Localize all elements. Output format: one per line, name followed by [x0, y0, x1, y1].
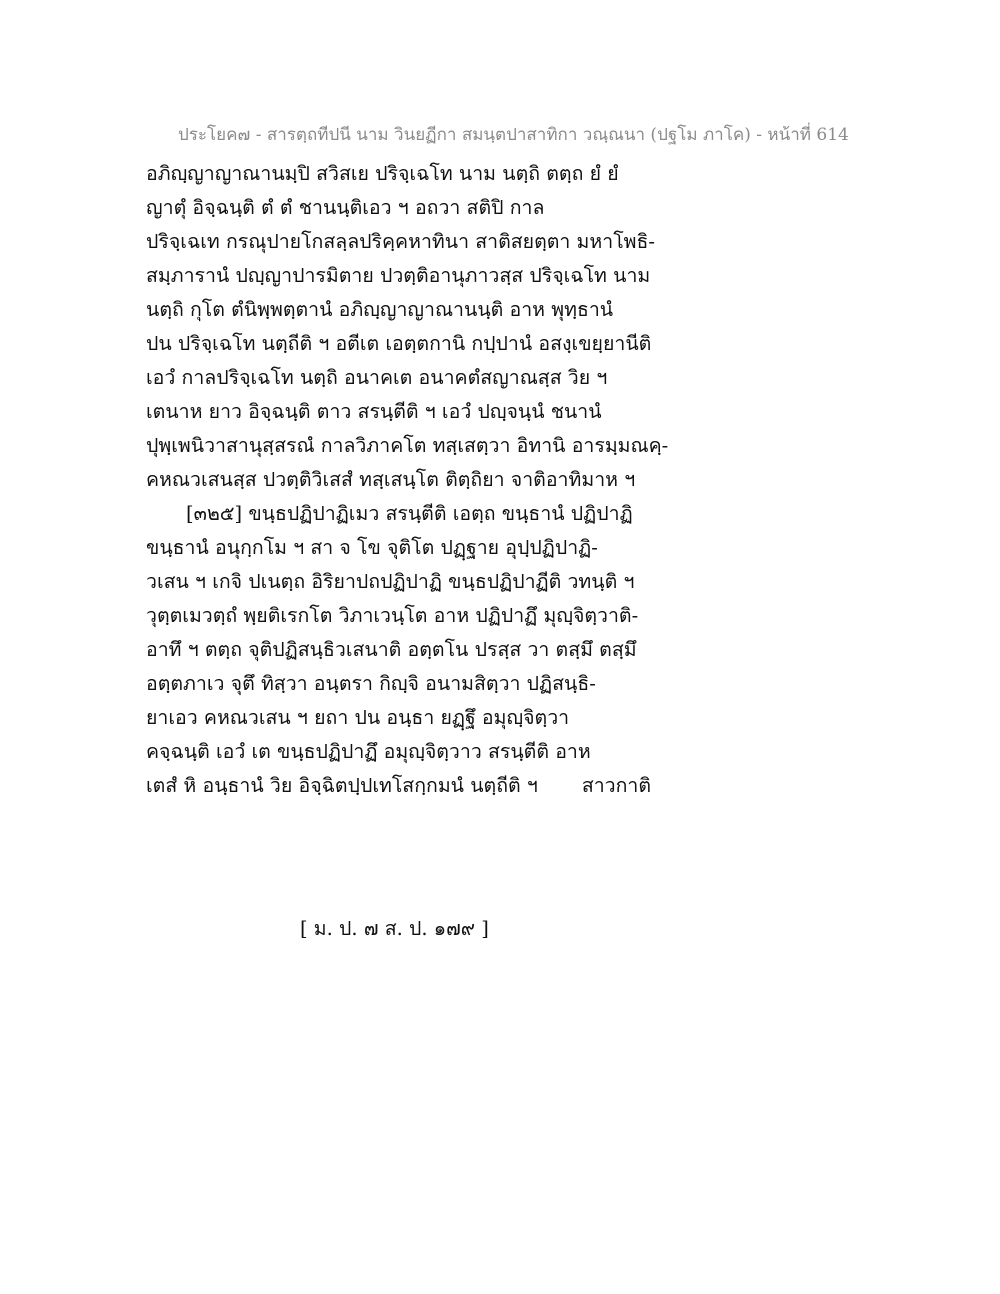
text-line: เตสํ หิ อนฺธานํ วิย อิจฺฉิตปฺปเทโสกฺกมนํ นตฺถีติ ฯ — [146, 774, 538, 797]
last-text-line — [146, 769, 652, 803]
paragraph-start-line: [๓๒๕] ขนฺธปฏิปาฏิเมว สรนฺตีติ เอตฺถ ขนฺธานํ ปฏิปาฏิ — [186, 502, 633, 525]
text-line: นตฺถิ กุโต ตํนิพฺพตฺตานํ อภิญฺญาญาณานนฺติ อาห พุทฺธานํ — [146, 298, 614, 321]
text-line: วเสน ฯ เกจิ ปเนตฺถ อิริยาปถปฏิปาฏิ ขนฺธปฏิปาฏีติ วทนฺติ ฯ — [146, 570, 635, 593]
text-line: ปน ปริจฺเฉโท นตฺถีติ ฯ อตีเต เอตฺตกานิ กปฺปานํ อสงฺเขยฺยานีติ — [146, 332, 652, 355]
text-line: คหณวเสนสฺส ปวตฺติวิเสสํ ทสฺเสนฺโต ติตฺถิยา จาติอาทิมาห ฯ — [146, 468, 636, 491]
text-line: เตนาห ยาว อิจฺฉนฺติ ตาว สรนฺตีติ ฯ เอวํ ปญฺจนฺนํ ชนานํ — [146, 400, 602, 423]
text-line: เอวํ กาลปริจฺเฉโท นตฺถิ อนาคเต อนาคตํสญาณสฺส วิย ฯ — [146, 366, 608, 389]
page-header: ประโยค๗ - สารตฺถทีปนี นาม วินยฏีกา สมนฺตปาสาทิกา วณฺณนา (ปฐโม ภาโค) - หน้าที่ 614 — [178, 125, 849, 145]
text-line: สมฺภารานํ ปญฺญาปารมิตาย ปวตฺติอานุภาวสฺส ปริจฺเฉโท นาม — [146, 264, 651, 287]
last-line-tail: สาวกาติ — [581, 774, 652, 797]
text-line: ปริจฺเฉเท กรณุปายโกสลฺลปริคฺคหาทินา สาติสยตฺตา มหาโพธิ- — [146, 230, 656, 253]
body-text — [146, 157, 669, 803]
text-line: ยาเอว คหณวเสน ฯ ยถา ปน อนฺธา ยฏฺฐึ อมุญฺจิตฺวา — [146, 706, 570, 729]
text-line: ขนฺธานํ อนุกฺกโม ฯ สา จ โข จุติโต ปฏฺฐาย อุปฺปฏิปาฏิ- — [146, 536, 598, 559]
text-line: อภิญฺญาญาณานมฺปิ สวิสเย ปริจฺเฉโท นาม นตฺถิ ตตฺถ ยํ ยํ — [146, 162, 619, 185]
page-reference: [ ม. ป. ๗ ส. ป. ๑๗๙ ] — [300, 917, 489, 940]
text-line: อตฺตภาเว จุตึ ทิสฺวา อนฺตรา กิญฺจิ อนามสิตฺวา ปฏิสนฺธิ- — [146, 672, 596, 695]
text-line: ญาตุํ อิจฺฉนฺติ ตํ ตํ ชานนฺติเอว ฯ อถวา สติปิ กาล — [146, 196, 545, 219]
text-line: ปุพฺเพนิวาสานุสฺสรณํ กาลวิภาคโต ทสฺเสตฺวา อิทานิ อารมฺมณคฺ- — [146, 434, 669, 457]
text-line: คจฺฉนฺติ เอวํ เต ขนฺธปฏิปาฏึ อมุญฺจิตฺวาว สรนฺตีติ อาห — [146, 740, 591, 763]
text-line: วุตฺตเมวตฺถํ พฺยติเรกโต วิภาเวนฺโต อาห ปฏิปาฏึ มุญฺจิตฺวาติ- — [146, 604, 639, 627]
text-line: อาทึ ฯ ตตฺถ จุติปฏิสนฺธิวเสนาติ อตฺตโน ปรสฺส วา ตสฺมึ ตสฺมึ — [146, 638, 637, 661]
